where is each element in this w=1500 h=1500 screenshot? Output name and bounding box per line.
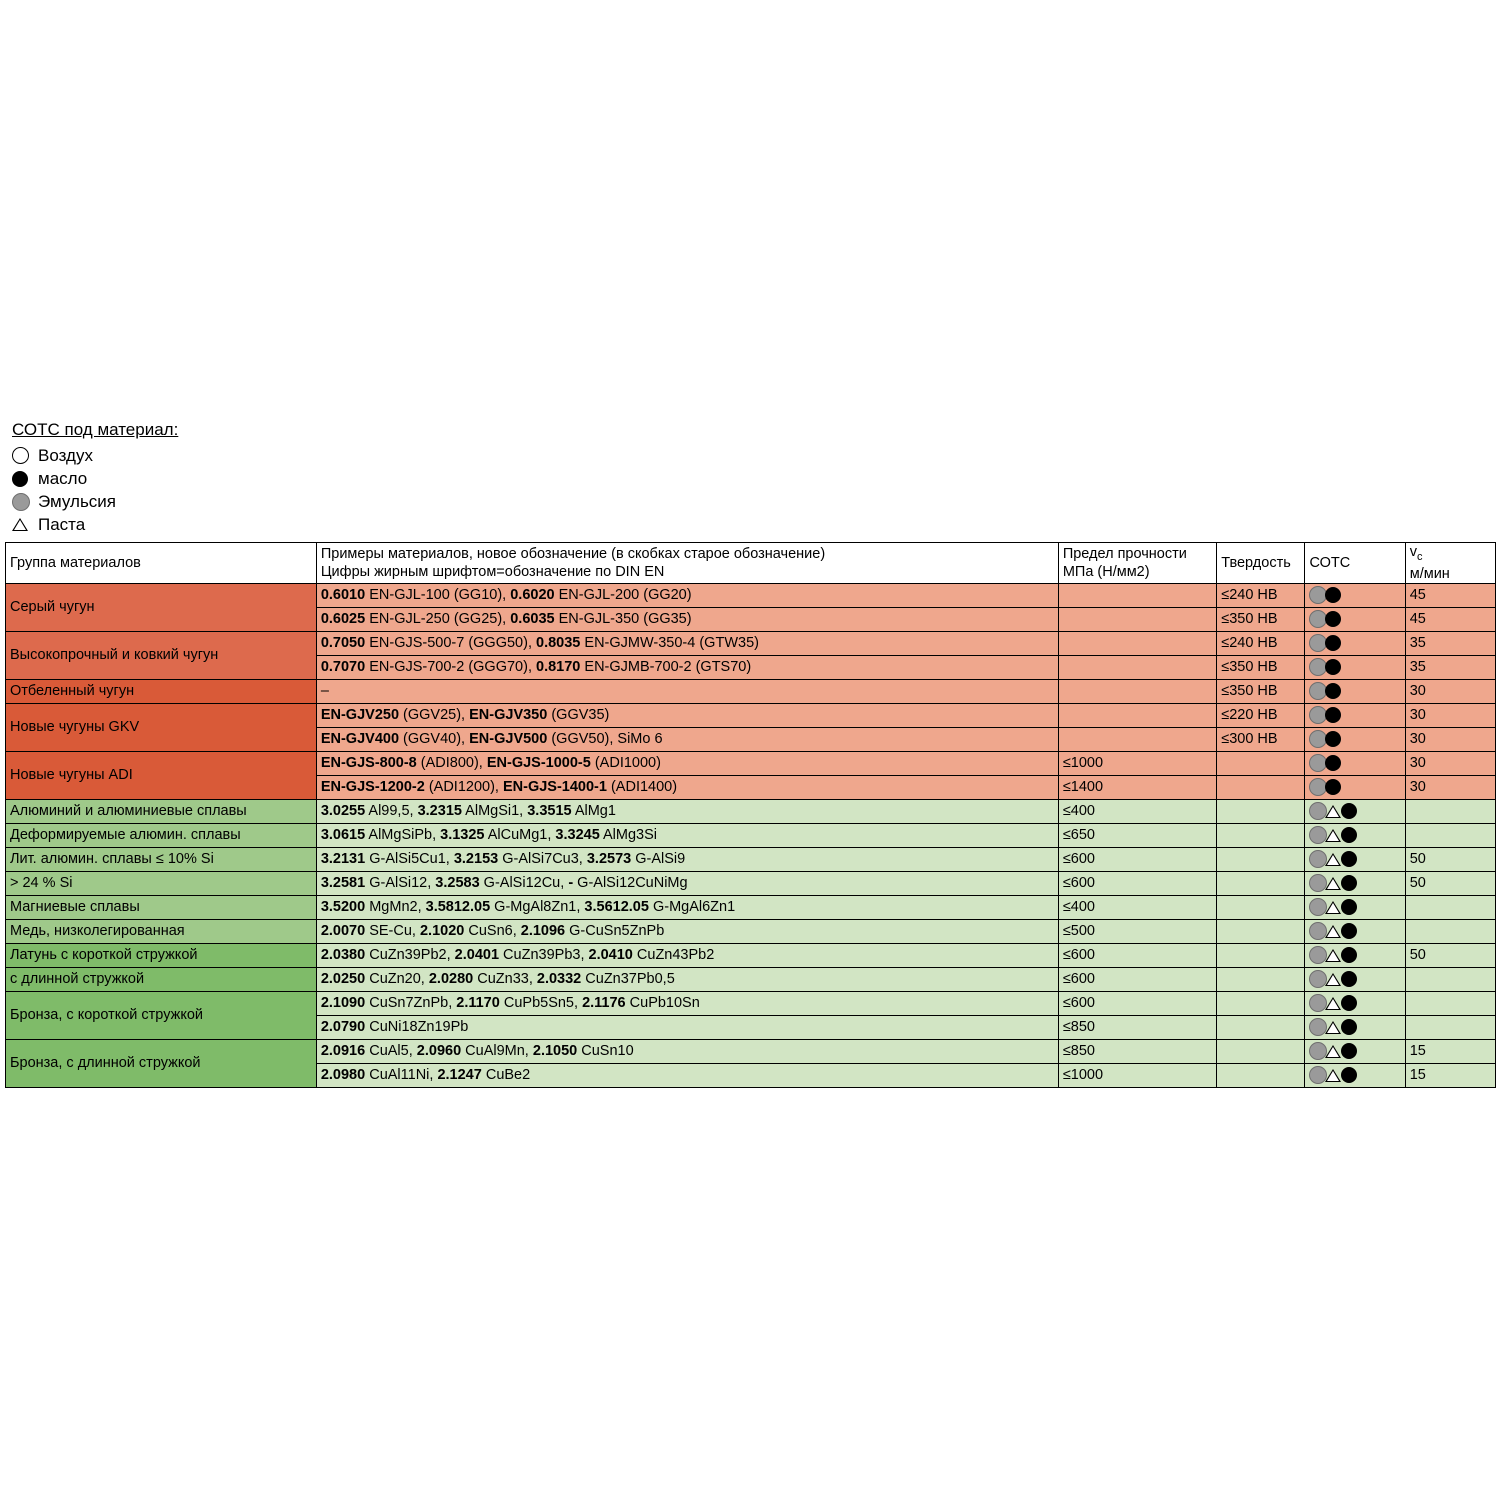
tensile-strength: ≤1000 xyxy=(1058,751,1216,775)
oil-icon xyxy=(1341,1043,1357,1059)
table-header-row xyxy=(6,543,1496,584)
material-examples: 2.0380 CuZn39Pb2, 2.0401 CuZn39Pb3, 2.0410 CuZn43Pb2 xyxy=(316,943,1058,967)
hardness xyxy=(1217,1015,1305,1039)
oil-icon xyxy=(1341,875,1357,891)
material-group-label: Бронза, с длинной стружкой xyxy=(6,1039,317,1087)
cotc-symbols xyxy=(1305,991,1405,1015)
material-examples: 0.6025 EN-GJL-250 (GG25), 0.6035 EN-GJL-350 (GG35) xyxy=(316,607,1058,631)
tensile-strength xyxy=(1058,607,1216,631)
paste-icon xyxy=(1325,997,1341,1010)
tensile-strength xyxy=(1058,655,1216,679)
table-row xyxy=(6,871,1496,895)
cutting-speed xyxy=(1405,823,1495,847)
table-row xyxy=(6,943,1496,967)
cotc-symbols xyxy=(1305,943,1405,967)
legend-item xyxy=(12,467,178,490)
cotc-symbols xyxy=(1305,655,1405,679)
tensile-strength: ≤650 xyxy=(1058,823,1216,847)
table-row xyxy=(6,991,1496,1015)
cutting-speed: 45 xyxy=(1405,607,1495,631)
cotc-symbols xyxy=(1305,751,1405,775)
tensile-strength: ≤600 xyxy=(1058,871,1216,895)
material-examples: 0.7050 EN-GJS-500-7 (GGG50), 0.8035 EN-GJMW-350-4 (GTW35) xyxy=(316,631,1058,655)
header-group: Группа материалов xyxy=(6,543,317,584)
table-row xyxy=(6,967,1496,991)
tensile-strength: ≤600 xyxy=(1058,943,1216,967)
table-row xyxy=(6,919,1496,943)
cotc-symbols xyxy=(1305,919,1405,943)
tensile-strength: ≤1000 xyxy=(1058,1063,1216,1087)
material-examples: 0.7070 EN-GJS-700-2 (GGG70), 0.8170 EN-GJMB-700-2 (GTS70) xyxy=(316,655,1058,679)
tensile-strength xyxy=(1058,679,1216,703)
oil-icon xyxy=(1341,827,1357,843)
material-examples: 2.0916 CuAl5, 2.0960 CuAl9Mn, 2.1050 CuSn10 xyxy=(316,1039,1058,1063)
material-examples: 3.2131 G-AlSi5Cu1, 3.2153 G-AlSi7Cu3, 3.2573 G-AlSi9 xyxy=(316,847,1058,871)
hardness: ≤350 HB xyxy=(1217,607,1305,631)
oil-icon xyxy=(1325,659,1341,675)
tensile-strength: ≤600 xyxy=(1058,967,1216,991)
material-examples: EN-GJS-1200-2 (ADI1200), EN-GJS-1400-1 (ADI1400) xyxy=(316,775,1058,799)
material-group-label: Высокопрочный и ковкий чугун xyxy=(6,631,317,679)
cotc-symbols xyxy=(1305,703,1405,727)
cutting-speed: 15 xyxy=(1405,1039,1495,1063)
material-examples: EN-GJV250 (GGV25), EN-GJV350 (GGV35) xyxy=(316,703,1058,727)
table-row xyxy=(6,823,1496,847)
cutting-speed: 50 xyxy=(1405,847,1495,871)
material-examples: 3.5200 MgMn2, 3.5812.05 G-MgAl8Zn1, 3.5612.05 G-MgAl6Zn1 xyxy=(316,895,1058,919)
cutting-speed: 30 xyxy=(1405,703,1495,727)
cutting-speed: 30 xyxy=(1405,727,1495,751)
paste-icon xyxy=(1325,877,1341,890)
oil-icon xyxy=(1325,779,1341,795)
material-group-label: Новые чугуны ADI xyxy=(6,751,317,799)
tensile-strength xyxy=(1058,703,1216,727)
cutting-speed xyxy=(1405,991,1495,1015)
legend-item xyxy=(12,513,178,536)
cotc-symbols xyxy=(1305,679,1405,703)
material-group-label: Новые чугуны GKV xyxy=(6,703,317,751)
tensile-strength: ≤400 xyxy=(1058,799,1216,823)
hardness xyxy=(1217,799,1305,823)
cutting-speed: 30 xyxy=(1405,751,1495,775)
header-strength xyxy=(1058,543,1216,584)
material-group-label: Медь, низколегированная xyxy=(6,919,317,943)
material-group-label: Серый чугун xyxy=(6,583,317,631)
material-examples: – xyxy=(316,679,1058,703)
material-group-label: Отбеленный чугун xyxy=(6,679,317,703)
material-group-label: Алюминий и алюминиевые сплавы xyxy=(6,799,317,823)
oil-icon xyxy=(1341,947,1357,963)
hardness: ≤300 HB xyxy=(1217,727,1305,751)
material-group-label: Лит. алюмин. сплавы ≤ 10% Si xyxy=(6,847,317,871)
material-examples: 2.1090 CuSn7ZnPb, 2.1170 CuPb5Sn5, 2.1176 CuPb10Sn xyxy=(316,991,1058,1015)
tensile-strength: ≤600 xyxy=(1058,847,1216,871)
paste-icon xyxy=(1325,805,1341,818)
table-row xyxy=(6,703,1496,727)
table-row xyxy=(6,751,1496,775)
cutting-speed: 15 xyxy=(1405,1063,1495,1087)
material-group-label: Деформируемые алюмин. сплавы xyxy=(6,823,317,847)
hardness xyxy=(1217,847,1305,871)
cutting-speed xyxy=(1405,919,1495,943)
cutting-speed xyxy=(1405,895,1495,919)
tensile-strength xyxy=(1058,583,1216,607)
hardness xyxy=(1217,967,1305,991)
cutting-speed: 30 xyxy=(1405,775,1495,799)
cotc-symbols xyxy=(1305,799,1405,823)
hardness: ≤350 HB xyxy=(1217,679,1305,703)
hardness xyxy=(1217,1063,1305,1087)
oil-icon xyxy=(1341,1019,1357,1035)
header-strength-line1: Предел прочности xyxy=(1062,545,1187,562)
cotc-symbols xyxy=(1305,775,1405,799)
table-row xyxy=(6,679,1496,703)
table-body xyxy=(6,583,1496,1087)
header-examples-line1: Примеры материалов, новое обозначение (в скобках старое обозначение) xyxy=(320,545,826,562)
legend xyxy=(12,420,178,536)
tensile-strength xyxy=(1058,727,1216,751)
cutting-speed: 50 xyxy=(1405,943,1495,967)
hardness xyxy=(1217,751,1305,775)
legend-item xyxy=(12,490,178,513)
oil-icon xyxy=(1325,707,1341,723)
header-vc-sub: c xyxy=(1416,550,1423,563)
cotc-symbols xyxy=(1305,631,1405,655)
cotc-symbols xyxy=(1305,727,1405,751)
oil-icon xyxy=(1325,683,1341,699)
oil-icon xyxy=(1341,995,1357,1011)
material-examples: 3.2581 G-AlSi12, 3.2583 G-AlSi12Cu, - G-AlSi12CuNiMg xyxy=(316,871,1058,895)
hardness: ≤350 HB xyxy=(1217,655,1305,679)
cotc-symbols xyxy=(1305,823,1405,847)
oil-icon xyxy=(1325,755,1341,771)
material-group-label: Магниевые сплавы xyxy=(6,895,317,919)
oil-icon xyxy=(1341,803,1357,819)
circle-filled-icon xyxy=(12,471,38,487)
hardness xyxy=(1217,943,1305,967)
material-examples: 2.0980 CuAl11Ni, 2.1247 CuBe2 xyxy=(316,1063,1058,1087)
hardness: ≤240 HB xyxy=(1217,631,1305,655)
material-examples: 3.0615 AlMgSiPb, 3.1325 AlCuMg1, 3.3245 AlMg3Si xyxy=(316,823,1058,847)
header-vc-line1: v xyxy=(1409,544,1417,560)
legend-item-label: Эмульсия xyxy=(38,491,117,511)
material-examples: 0.6010 EN-GJL-100 (GG10), 0.6020 EN-GJL-200 (GG20) xyxy=(316,583,1058,607)
tensile-strength: ≤500 xyxy=(1058,919,1216,943)
material-group-label: Латунь с короткой стружкой xyxy=(6,943,317,967)
material-group-label: > 24 % Si xyxy=(6,871,317,895)
cotc-symbols xyxy=(1305,1015,1405,1039)
paste-icon xyxy=(1325,829,1341,842)
cotc-symbols xyxy=(1305,607,1405,631)
materials-table xyxy=(5,542,1496,1088)
header-vc xyxy=(1405,543,1495,584)
table-row xyxy=(6,847,1496,871)
paste-icon xyxy=(1325,1021,1341,1034)
paste-icon xyxy=(1325,1045,1341,1058)
table-row xyxy=(6,583,1496,607)
paste-icon xyxy=(1325,853,1341,866)
legend-item-label: Воздух xyxy=(38,445,93,465)
tensile-strength: ≤1400 xyxy=(1058,775,1216,799)
legend-rows xyxy=(12,444,178,536)
circle-open-icon xyxy=(12,447,38,464)
hardness xyxy=(1217,895,1305,919)
oil-icon xyxy=(1341,851,1357,867)
table-row xyxy=(6,895,1496,919)
paste-icon xyxy=(1325,949,1341,962)
oil-icon xyxy=(1341,971,1357,987)
material-examples: EN-GJS-800-8 (ADI800), EN-GJS-1000-5 (ADI1000) xyxy=(316,751,1058,775)
cotc-symbols xyxy=(1305,895,1405,919)
table-row xyxy=(6,631,1496,655)
oil-icon xyxy=(1325,635,1341,651)
cutting-speed: 35 xyxy=(1405,631,1495,655)
cutting-speed: 45 xyxy=(1405,583,1495,607)
cutting-speed xyxy=(1405,799,1495,823)
oil-icon xyxy=(1341,923,1357,939)
cutting-speed xyxy=(1405,1015,1495,1039)
oil-icon xyxy=(1325,587,1341,603)
tensile-strength: ≤850 xyxy=(1058,1015,1216,1039)
header-vc-line2: м/мин xyxy=(1409,565,1450,582)
tensile-strength: ≤850 xyxy=(1058,1039,1216,1063)
hardness xyxy=(1217,1039,1305,1063)
tensile-strength: ≤600 xyxy=(1058,991,1216,1015)
oil-icon xyxy=(1341,899,1357,915)
header-examples-line2: Цифры жирным шрифтом=обозначение по DIN EN xyxy=(320,563,665,580)
tensile-strength: ≤400 xyxy=(1058,895,1216,919)
hardness xyxy=(1217,775,1305,799)
header-cotc: СОТС xyxy=(1305,543,1405,584)
oil-icon xyxy=(1325,731,1341,747)
material-group-label: с длинной стружкой xyxy=(6,967,317,991)
material-examples: 2.0070 SE-Cu, 2.1020 CuSn6, 2.1096 G-CuSn5ZnPb xyxy=(316,919,1058,943)
paste-icon xyxy=(1325,925,1341,938)
hardness xyxy=(1217,919,1305,943)
oil-icon xyxy=(1325,611,1341,627)
hardness xyxy=(1217,871,1305,895)
cotc-symbols xyxy=(1305,1063,1405,1087)
cutting-speed: 35 xyxy=(1405,655,1495,679)
circle-grey-icon xyxy=(12,493,38,511)
cotc-symbols xyxy=(1305,583,1405,607)
header-hardness: Твердость xyxy=(1217,543,1305,584)
header-examples xyxy=(316,543,1058,584)
material-examples: 2.0250 CuZn20, 2.0280 CuZn33, 2.0332 CuZn37Pb0,5 xyxy=(316,967,1058,991)
tensile-strength xyxy=(1058,631,1216,655)
hardness: ≤220 HB xyxy=(1217,703,1305,727)
legend-item xyxy=(12,444,178,467)
triangle-open-icon xyxy=(12,518,38,531)
cutting-speed: 50 xyxy=(1405,871,1495,895)
paste-icon xyxy=(1325,1069,1341,1082)
material-examples: EN-GJV400 (GGV40), EN-GJV500 (GGV50), SiMo 6 xyxy=(316,727,1058,751)
cotc-symbols xyxy=(1305,847,1405,871)
cotc-symbols xyxy=(1305,871,1405,895)
legend-item-label: Паста xyxy=(38,514,86,534)
material-group-label: Бронза, с короткой стружкой xyxy=(6,991,317,1039)
oil-icon xyxy=(1341,1067,1357,1083)
hardness: ≤240 HB xyxy=(1217,583,1305,607)
hardness xyxy=(1217,823,1305,847)
legend-item-label: масло xyxy=(38,468,88,488)
paste-icon xyxy=(1325,901,1341,914)
material-examples: 3.0255 Al99,5, 3.2315 AlMgSi1, 3.3515 AlMg1 xyxy=(316,799,1058,823)
hardness xyxy=(1217,991,1305,1015)
cotc-symbols xyxy=(1305,967,1405,991)
cotc-symbols xyxy=(1305,1039,1405,1063)
cutting-speed xyxy=(1405,967,1495,991)
header-strength-line2: МПа (Н/мм2) xyxy=(1062,563,1150,580)
legend-title: СОТС под материал: xyxy=(12,420,179,439)
cutting-speed: 30 xyxy=(1405,679,1495,703)
material-examples: 2.0790 CuNi18Zn19Pb xyxy=(316,1015,1058,1039)
table-row xyxy=(6,1039,1496,1063)
paste-icon xyxy=(1325,973,1341,986)
table-row xyxy=(6,799,1496,823)
